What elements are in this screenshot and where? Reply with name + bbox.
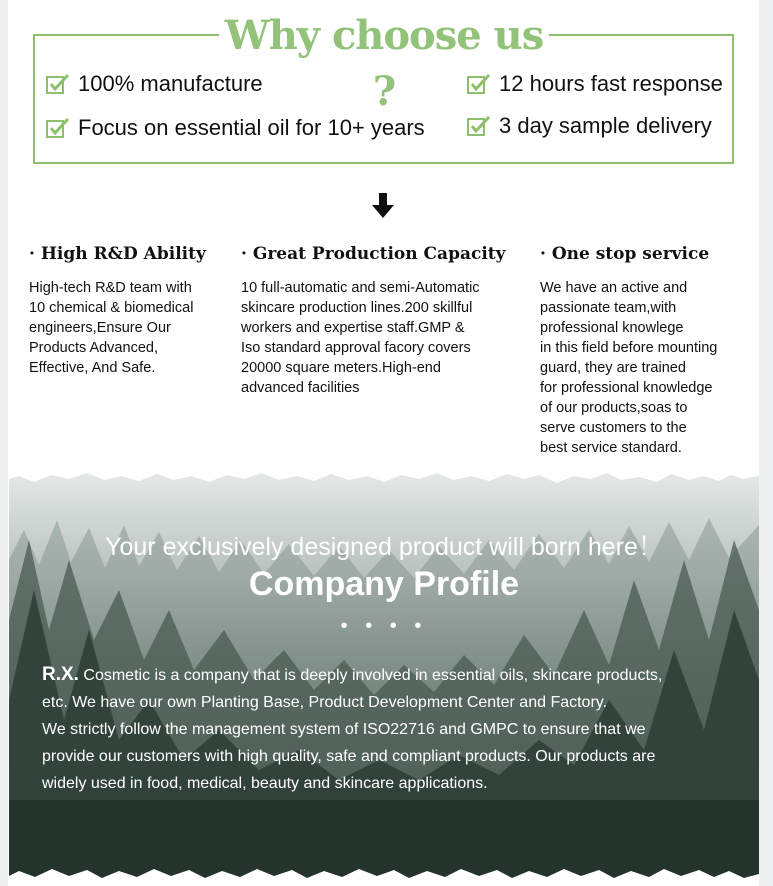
column-rd-ability bbox=[29, 244, 229, 378]
page-frame-left bbox=[0, 0, 8, 886]
column-line: engineers,Ensure Our bbox=[29, 320, 171, 336]
column-line: professional knowlege bbox=[540, 320, 684, 336]
column-line: skincare production lines.200 skillful bbox=[241, 300, 473, 316]
column-line: serve customers to the bbox=[540, 420, 687, 436]
profile-line: We strictly follow the management system of ISO22716 and GMPC to ensure that we bbox=[42, 721, 646, 738]
check-icon bbox=[467, 115, 491, 137]
column-line: 10 full-automatic and semi-Automatic bbox=[241, 280, 480, 296]
feature-label: Focus on essential oil for 10+ years bbox=[78, 115, 425, 140]
column-line: for professional knowledge bbox=[540, 380, 713, 396]
page-frame-right bbox=[759, 0, 773, 886]
check-icon bbox=[46, 73, 70, 95]
company-profile-content bbox=[9, 470, 759, 886]
profile-dots-divider: • • • • bbox=[340, 615, 428, 637]
feature-label: 100% manufacture bbox=[78, 71, 263, 96]
column-line: of our products,soas to bbox=[540, 400, 688, 416]
column-line: 20000 square meters.High-end bbox=[241, 360, 441, 376]
profile-line: provide our customers with high quality, safe and compliant products. Our products are bbox=[42, 748, 656, 765]
column-title: · Great Production Capacity bbox=[241, 244, 506, 264]
check-icon bbox=[46, 117, 70, 139]
feature-item bbox=[467, 71, 723, 97]
column-title: · One stop service bbox=[540, 244, 710, 264]
profile-tagline: Your exclusively designed product will born here！ bbox=[105, 533, 663, 561]
profile-line: etc. We have our own Planting Base, Product Development Center and Factory. bbox=[42, 694, 608, 711]
column-text bbox=[540, 278, 745, 458]
column-line: guard, they are trained bbox=[540, 360, 686, 376]
column-text bbox=[29, 278, 229, 378]
column-title: · High R&D Ability bbox=[29, 244, 206, 264]
column-text bbox=[241, 278, 526, 398]
profile-line bbox=[42, 661, 742, 689]
column-line: advanced facilities bbox=[241, 380, 360, 396]
feature-item bbox=[467, 113, 712, 139]
column-line: Products Advanced, bbox=[29, 340, 158, 356]
column-production-capacity bbox=[241, 244, 526, 398]
down-arrow-icon bbox=[372, 193, 394, 219]
column-one-stop-service bbox=[540, 244, 745, 458]
column-line: Effective, And Safe. bbox=[29, 360, 156, 376]
feature-item bbox=[46, 115, 425, 141]
why-choose-us-title: Why choose us ? bbox=[219, 8, 549, 120]
profile-description bbox=[42, 661, 742, 797]
feature-label: 12 hours fast response bbox=[499, 71, 723, 96]
column-line: passionate team,with bbox=[540, 300, 677, 316]
profile-line-rest: Cosmetic is a company that is deeply involved in essential oils, skincare products, bbox=[78, 667, 663, 684]
profile-line: widely used in food, medical, beauty and skincare applications. bbox=[42, 775, 488, 792]
feature-item bbox=[46, 71, 263, 97]
column-line: workers and expertise staff.GMP & bbox=[241, 320, 465, 336]
column-line: Iso standard approval facory covers bbox=[241, 340, 471, 356]
column-line: best service standard. bbox=[540, 440, 682, 456]
check-icon bbox=[467, 73, 491, 95]
feature-label: 3 day sample delivery bbox=[499, 113, 712, 138]
company-profile-section bbox=[9, 470, 759, 886]
column-line: We have an active and bbox=[540, 280, 688, 296]
column-line: 10 chemical & biomedical bbox=[29, 300, 194, 316]
column-line: in this field before mounting bbox=[540, 340, 718, 356]
column-line: High-tech R&D team with bbox=[29, 280, 192, 296]
brand-name: R.X. bbox=[42, 664, 79, 685]
profile-title: Company Profile bbox=[248, 565, 520, 603]
